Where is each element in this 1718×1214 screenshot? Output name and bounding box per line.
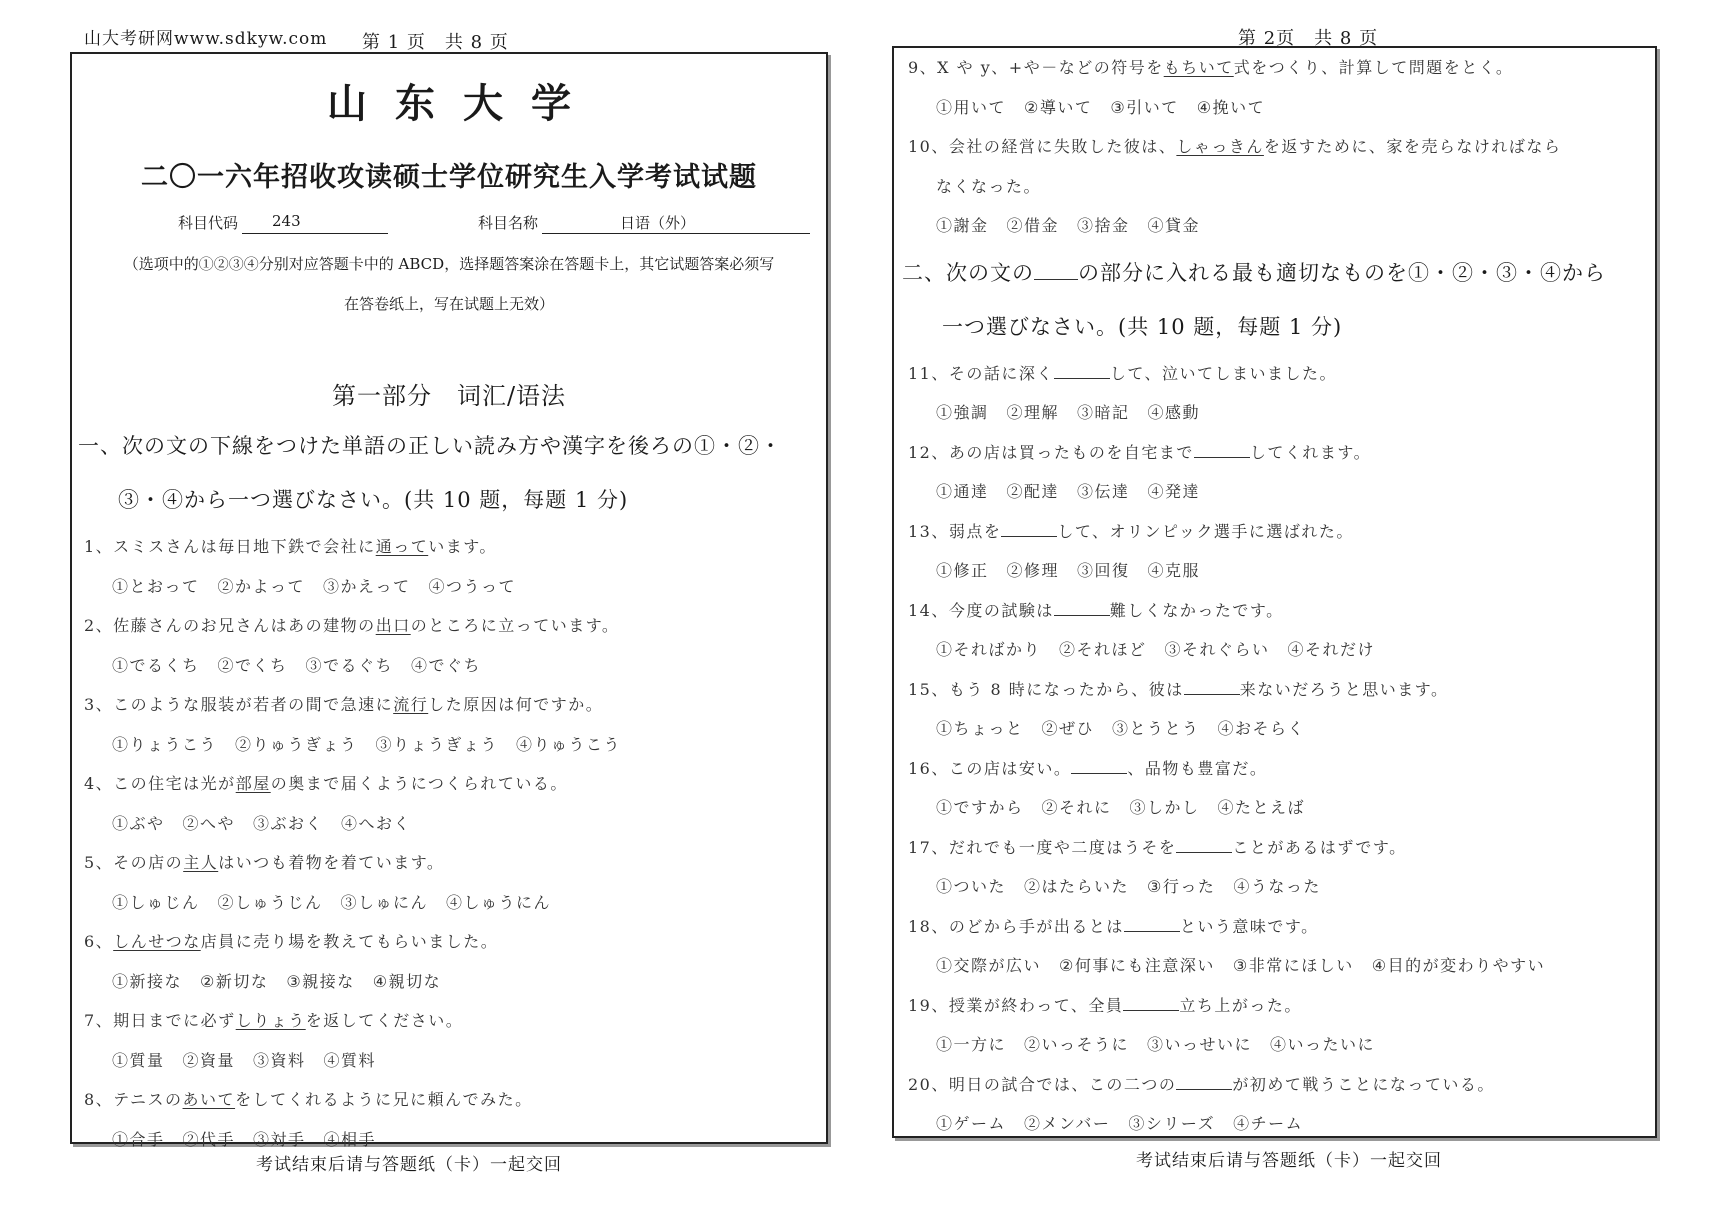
question-text-pre: 15、もう 8 時になったから、彼は	[908, 679, 1184, 699]
question-text-pre: 4、この住宅は光が	[84, 774, 236, 793]
question-text-post: はいつも着物を着ています。	[218, 853, 445, 872]
option-item: ①一方に	[936, 1035, 1007, 1054]
option-item: ④相手	[323, 1129, 377, 1149]
question-text-post: して、オリンピック選手に選ばれた。	[1057, 521, 1354, 541]
question-text-pre: 9、X や y、+や－などの符号を	[908, 58, 1164, 77]
answer-blank	[1184, 680, 1240, 695]
option-item: ②借金	[1006, 216, 1060, 235]
option-item: ③ぶおく	[253, 813, 324, 833]
question-text-pre: 14、今度の試験は	[908, 600, 1054, 620]
question-item	[902, 670, 1647, 749]
question-options	[902, 206, 1647, 246]
question-item	[78, 527, 820, 606]
question-stem	[902, 986, 1647, 1026]
option-item: ③それぐらい	[1164, 640, 1270, 659]
option-item: ④克服	[1147, 561, 1201, 580]
option-item: ②新切な	[200, 971, 269, 991]
option-item: ④それだけ	[1287, 640, 1376, 659]
option-item: ②でくち	[217, 655, 288, 675]
answer-blank	[1176, 1075, 1232, 1090]
question-options	[902, 946, 1647, 986]
question-text-post: をしてくれるように兄に頼んでみた。	[235, 1090, 533, 1109]
question-text-post: の奥まで届くようにつくられている。	[270, 774, 568, 793]
option-item: ②代手	[182, 1129, 236, 1149]
option-item: ①通達	[936, 482, 989, 501]
question-underlined-word: 出口	[375, 616, 411, 635]
option-item: ①謝金	[936, 216, 989, 235]
exam-page-left	[70, 52, 828, 1149]
question-stem	[78, 527, 820, 567]
question-stem	[902, 591, 1647, 631]
question-options	[78, 646, 820, 686]
site-header: 山大考研网www.sdkyw.com	[84, 29, 328, 49]
question-options	[78, 725, 820, 765]
question-stem	[902, 354, 1647, 394]
question-stem	[902, 433, 1647, 473]
question-stem	[78, 606, 820, 646]
subject-info-row	[178, 212, 820, 234]
part-one-title: 第一部分 词汇/语法	[331, 382, 567, 410]
question-item	[902, 828, 1647, 907]
question-text-post: 式をつくり、計算して問題をとく。	[1233, 58, 1514, 77]
option-item: ①ゲーム	[936, 1114, 1007, 1133]
answer-blank	[1054, 601, 1110, 616]
option-item: ②メンバー	[1024, 1114, 1111, 1133]
answer-blank	[1054, 364, 1110, 379]
question-options	[78, 567, 820, 607]
option-item: ②資量	[182, 1050, 236, 1070]
option-item: ②何事にも注意深い	[1059, 956, 1215, 975]
option-item: ③親接な	[286, 971, 355, 991]
question-underlined-word: しんせつな	[113, 932, 201, 951]
question-text-pre: 5、その店の	[84, 853, 184, 872]
question-underlined-word: しりょう	[235, 1011, 306, 1030]
option-item: ②へや	[182, 813, 236, 833]
option-item: ②かよって	[217, 576, 306, 596]
question-underlined-word: あいて	[182, 1090, 236, 1109]
question-stem	[902, 828, 1647, 868]
question-item	[78, 922, 820, 1001]
question-item	[78, 685, 820, 764]
question-stem	[78, 1001, 820, 1041]
question-text-post: を返してください。	[305, 1011, 464, 1030]
question-stem	[902, 670, 1647, 710]
question-item	[78, 1080, 820, 1159]
question-text-post: してくれます。	[1249, 442, 1372, 462]
question-item	[902, 48, 1647, 127]
option-item: ④質料	[323, 1050, 377, 1070]
question-text-post: ことがあるはずです。	[1232, 837, 1407, 857]
question-text-pre: 8、テニスの	[84, 1090, 183, 1109]
option-item: ③かえって	[323, 576, 411, 596]
option-item: ②それほど	[1059, 640, 1147, 659]
question-text-pre: 1、スミスさんは毎日地下鉄で会社に	[84, 537, 376, 556]
option-item: ①ですから	[936, 798, 1024, 817]
question-text-post: という意味です。	[1179, 916, 1319, 936]
footer-right: 考试结束后请与答题纸（卡）一起交回	[1136, 1151, 1442, 1171]
option-item: ③暗記	[1077, 403, 1130, 422]
option-item: ①でるくち	[112, 655, 200, 675]
option-item: ③回復	[1077, 561, 1130, 580]
option-item: ③いっせいに	[1147, 1035, 1253, 1054]
question-text-pre: 18、のどから手が出るとは	[908, 916, 1124, 936]
question-list-left	[78, 527, 820, 1159]
option-item: ③でるぐち	[305, 655, 394, 675]
option-item: ③引いて	[1110, 97, 1179, 117]
option-item: ④感動	[1147, 403, 1201, 422]
option-item: ③しかし	[1129, 798, 1200, 817]
question-underlined-word: もちいて	[1163, 58, 1234, 77]
option-item: ②しゅうじん	[217, 892, 323, 912]
footer-left: 考试结束后请与答题纸（卡）一起交回	[256, 1155, 562, 1175]
option-item: ②修理	[1006, 561, 1060, 580]
option-item: ②導いて	[1024, 97, 1093, 117]
section-two-line-1b: の部分に入れる最も適切なものを①・②・③・④から	[1078, 260, 1606, 285]
question-text-pre: 19、授業が終わって、全員	[908, 995, 1124, 1015]
page-number-left: 第 1 页 共 8 页	[362, 32, 509, 53]
subject-code-value: 243	[242, 212, 388, 234]
option-item: ④へおく	[341, 813, 412, 833]
question-text-post: 店員に売り場を教えてもらいました。	[200, 932, 499, 951]
question-text-post: 立ち上がった。	[1179, 995, 1302, 1015]
question-item	[78, 843, 820, 922]
section-two-line-1a: 二、次の文の	[902, 260, 1034, 285]
question-underlined-word: 主人	[183, 853, 219, 872]
question-text-pre: 10、会社の経営に失敗した彼は、	[908, 137, 1177, 156]
option-item: ②それに	[1041, 798, 1112, 817]
option-item: ③非常にほしい	[1232, 956, 1354, 975]
option-item: ④りゅうこう	[516, 734, 622, 754]
option-item: ④チーム	[1233, 1114, 1304, 1133]
option-item: ①用いて	[936, 97, 1007, 117]
question-text-post: した原因は何ですか。	[428, 695, 604, 714]
section-two-heading	[902, 246, 1647, 354]
question-text-pre: 13、弱点を	[908, 521, 1002, 541]
exam-notice	[92, 244, 806, 324]
question-options	[902, 472, 1647, 512]
question-options	[902, 630, 1647, 670]
question-text-pre: 16、この店は安い。	[908, 758, 1072, 778]
question-item	[902, 591, 1647, 670]
question-text-post: のところに立っています。	[410, 616, 620, 635]
question-stem	[78, 843, 820, 883]
question-options	[902, 788, 1647, 828]
question-text-post: が初めて戦うことになっている。	[1232, 1074, 1495, 1094]
question-text-post: 来ないだろうと思います。	[1239, 679, 1449, 699]
option-item: ③対手	[253, 1129, 306, 1149]
subject-code-label: 科目代码	[178, 214, 239, 232]
option-item: ④うなった	[1233, 877, 1321, 896]
question-stem	[902, 749, 1647, 789]
answer-blank	[1001, 522, 1057, 537]
option-item: ④いったいに	[1270, 1035, 1376, 1054]
question-stem	[78, 764, 820, 804]
question-text-post: 、品物も豊富だ。	[1127, 758, 1268, 778]
option-item: ②いっそうに	[1024, 1035, 1130, 1054]
option-item: ①ちょっと	[936, 719, 1024, 738]
question-text-pre: 17、だれでも一度や二度はうそを	[908, 837, 1177, 857]
option-item: ①りょうこう	[112, 734, 218, 754]
answer-blank	[1123, 996, 1179, 1011]
question-options	[902, 1025, 1647, 1065]
option-item: ①ぶや	[112, 813, 165, 833]
question-text-pre: 6、	[84, 932, 114, 951]
option-item: ③とうとう	[1112, 719, 1200, 738]
question-options	[78, 962, 820, 1002]
option-item: ②ぜひ	[1041, 719, 1095, 738]
option-item: ①交際が広い	[936, 956, 1042, 975]
question-item	[78, 1001, 820, 1080]
question-underlined-word: 通って	[375, 537, 429, 556]
answer-blank	[1071, 759, 1127, 774]
option-item: ④親切な	[372, 971, 442, 991]
section-two-line-2: 一つ選びなさい。(共 10 题，每题 1 分)	[942, 314, 1343, 339]
question-options	[902, 393, 1647, 433]
section-one-line-1: 一、次の文の下線をつけた単語の正しい読み方や漢字を後ろの①・②・	[78, 434, 782, 458]
option-item: ④つうって	[428, 576, 517, 596]
answer-blank	[1194, 443, 1250, 458]
question-item	[902, 512, 1647, 591]
question-text-pre: 3、このような服装が若者の間で急速に	[84, 695, 394, 714]
option-item: ②理解	[1006, 403, 1060, 422]
question-text-pre: 20、明日の試合では、この二つの	[908, 1074, 1177, 1094]
exam-title: 二〇一六年招收攻读硕士学位研究生入学考试试题	[141, 162, 757, 193]
option-item: ③捨金	[1077, 216, 1130, 235]
option-item: ②配達	[1006, 482, 1060, 501]
option-item: ③シリーズ	[1128, 1114, 1216, 1133]
question-options	[902, 88, 1647, 128]
option-item: ④でぐち	[411, 655, 482, 675]
question-options	[78, 804, 820, 844]
question-item	[902, 1065, 1647, 1144]
question-item	[902, 127, 1647, 246]
question-text-pre: 12、あの店は買ったものを自宅まで	[908, 442, 1194, 462]
question-item	[902, 433, 1647, 512]
option-item: ③資料	[253, 1050, 306, 1070]
option-item: ④発達	[1147, 482, 1201, 501]
question-item	[902, 749, 1647, 828]
answer-blank	[1176, 838, 1232, 853]
question-list-right-a	[902, 48, 1647, 246]
question-stem	[902, 1065, 1647, 1105]
option-item: ①修正	[936, 561, 989, 580]
question-text-pre: 7、期日までに必ず	[84, 1011, 236, 1030]
question-stem-continued: なくなった。	[936, 176, 1042, 196]
answer-blank	[1124, 917, 1180, 932]
option-item: ①質量	[112, 1050, 165, 1070]
option-item: ①とおって	[112, 576, 200, 596]
question-list-right-b	[902, 354, 1647, 1144]
question-stem	[902, 127, 1647, 167]
question-text-post: して、泣いてしまいました。	[1109, 363, 1338, 383]
question-options	[902, 867, 1647, 907]
question-stem	[902, 512, 1647, 552]
section-one-heading	[78, 419, 820, 527]
question-options	[78, 1041, 820, 1081]
option-item: ③伝達	[1077, 482, 1130, 501]
question-item	[902, 354, 1647, 433]
option-item: ④おそらく	[1217, 719, 1306, 738]
option-item: ③しゅにん	[340, 892, 429, 912]
question-options	[902, 551, 1647, 591]
question-underlined-word: しゃっきん	[1176, 137, 1264, 156]
option-item: ④たとえば	[1217, 798, 1306, 817]
notice-line-2: 在答卷纸上，写在试题上无效）	[343, 295, 554, 313]
question-item	[78, 764, 820, 843]
question-underlined-word: 流行	[393, 695, 429, 714]
page-number-right: 第 2页 共 8 页	[1238, 28, 1379, 49]
notice-line-1: （选项中的①②③④分别对应答题卡中的 ABCD，选择题答案涂在答题卡上，其它试题答案必须写	[123, 255, 775, 273]
section-one-line-2: ③・④から一つ選びなさい。(共 10 题，每题 1 分)	[118, 488, 629, 512]
question-text-post: います。	[428, 537, 497, 556]
question-item	[902, 986, 1647, 1065]
section-two-blank	[1034, 265, 1078, 280]
question-stem	[78, 685, 820, 725]
option-item: ④挽いて	[1196, 97, 1266, 117]
subject-name-value: 日语（外）	[542, 212, 810, 234]
university-title: 山东大学	[327, 80, 599, 127]
question-text-post: 難しくなかったです。	[1109, 600, 1284, 620]
question-text-pre: 2、佐藤さんのお兄さんはあの建物の	[84, 616, 376, 635]
question-item	[902, 907, 1647, 986]
question-stem	[78, 1080, 820, 1120]
question-item	[78, 606, 820, 685]
question-options	[78, 883, 820, 923]
question-options	[902, 709, 1647, 749]
option-item: ①ついた	[936, 877, 1007, 896]
option-item: ①しゅじん	[112, 892, 200, 912]
option-item: ②りゅうぎょう	[235, 734, 358, 754]
question-stem	[902, 48, 1647, 88]
question-underlined-word: 部屋	[235, 774, 271, 793]
option-item: ③りょうぎょう	[375, 734, 499, 754]
question-options	[902, 1104, 1647, 1144]
option-item: ④貸金	[1147, 216, 1201, 235]
option-item: ④目的が変わりやすい	[1371, 956, 1546, 975]
option-item: ①合手	[112, 1129, 165, 1149]
question-text-post: を返すために、家を売らなければなら	[1263, 137, 1562, 156]
exam-page-right	[892, 46, 1657, 1138]
question-stem	[902, 907, 1647, 947]
question-stem	[78, 922, 820, 962]
option-item: ③行った	[1147, 877, 1216, 896]
option-item: ①そればかり	[936, 640, 1042, 659]
option-item: ④しゅうにん	[446, 892, 552, 912]
question-text-pre: 11、その話に深く	[908, 363, 1054, 383]
option-item: ②はたらいた	[1024, 877, 1130, 896]
subject-name-label: 科目名称	[478, 214, 539, 232]
option-item: ①強調	[936, 403, 989, 422]
option-item: ①新接な	[112, 971, 183, 991]
